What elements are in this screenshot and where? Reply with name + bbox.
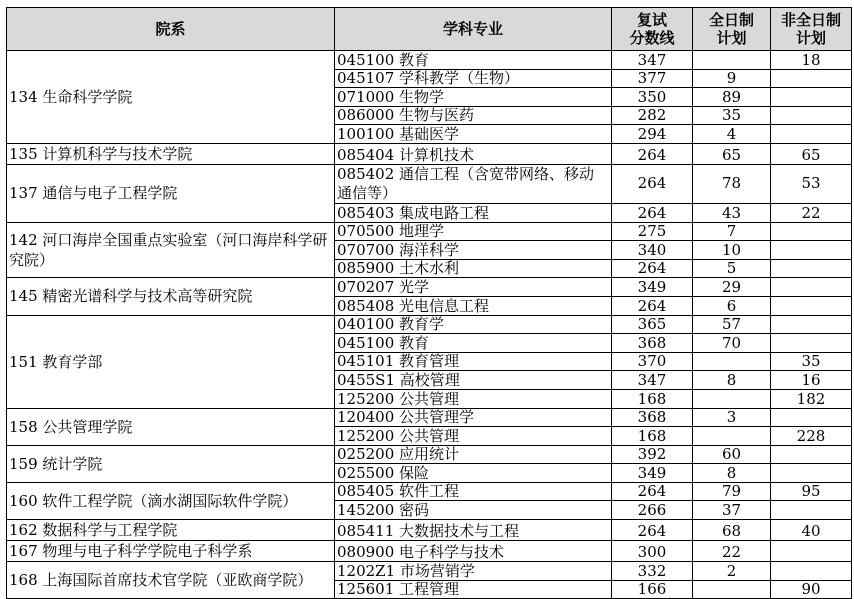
part-time-cell: 18 [771,51,852,70]
major-cell: 045101 教育管理 [335,352,612,371]
full-time-cell: 22 [693,541,771,562]
major-cell: 085405 软件工程 [335,482,612,501]
score-cell: 349 [612,278,693,297]
full-time-cell: 89 [693,88,771,107]
full-time-cell: 29 [693,278,771,297]
part-time-cell: 40 [771,520,852,541]
score-cell: 264 [612,296,693,315]
table-row [7,562,852,581]
score-cell: 350 [612,88,693,107]
major-cell: 0455S1 高校管理 [335,371,612,390]
score-cell: 332 [612,562,693,581]
part-time-cell: 182 [771,389,852,408]
part-time-cell [771,562,852,581]
full-time-cell: 2 [693,562,771,581]
score-cell: 349 [612,464,693,483]
major-cell: 120400 公共管理学 [335,408,612,427]
part-time-cell [771,222,852,241]
part-time-cell [771,501,852,520]
major-cell: 040100 教育学 [335,315,612,334]
table-row [7,143,852,164]
table-row [7,541,852,562]
table-row [7,408,852,427]
full-time-cell [693,427,771,446]
score-cell: 168 [612,389,693,408]
table-row [7,482,852,501]
table-row [7,445,852,464]
part-time-cell [771,125,852,144]
part-time-cell [771,278,852,297]
score-cell: 166 [612,580,693,599]
major-cell: 085403 集成电路工程 [335,203,612,222]
score-cell: 347 [612,371,693,390]
full-time-cell: 65 [693,143,771,164]
score-cell: 340 [612,241,693,260]
part-time-cell: 65 [771,143,852,164]
major-cell: 080900 电子科学与技术 [335,541,612,562]
part-time-cell: 16 [771,371,852,390]
full-time-cell: 60 [693,445,771,464]
table-body [7,51,852,599]
full-time-cell: 5 [693,259,771,278]
major-cell: 085411 大数据技术与工程 [335,520,612,541]
table-row [7,222,852,241]
part-time-cell: 35 [771,352,852,371]
full-time-cell: 6 [693,296,771,315]
table-row [7,51,852,70]
major-cell: 085404 计算机技术 [335,143,612,164]
part-time-cell [771,241,852,260]
score-cell: 168 [612,427,693,446]
part-time-cell [771,259,852,278]
full-time-cell: 3 [693,408,771,427]
part-time-cell [771,315,852,334]
part-time-cell [771,69,852,88]
full-time-cell: 78 [693,164,771,203]
major-cell: 070500 地理学 [335,222,612,241]
header-major: 学科专业 [335,8,612,51]
full-time-cell [693,389,771,408]
full-time-cell: 70 [693,334,771,353]
score-cell: 264 [612,203,693,222]
full-time-cell: 37 [693,501,771,520]
score-cell: 266 [612,501,693,520]
dept-cell: 168 上海国际首席技术官学院（亚欧商学院） [7,562,335,599]
part-time-cell: 95 [771,482,852,501]
dept-cell: 162 数据科学与工程学院 [7,520,335,541]
score-cell: 275 [612,222,693,241]
dept-cell: 134 生命科学学院 [7,51,335,144]
full-time-cell: 35 [693,106,771,125]
full-time-cell: 43 [693,203,771,222]
part-time-cell [771,88,852,107]
major-cell: 1202Z1 市场营销学 [335,562,612,581]
score-cell: 294 [612,125,693,144]
full-time-cell: 79 [693,482,771,501]
part-time-cell: 90 [771,580,852,599]
full-time-cell: 7 [693,222,771,241]
dept-cell: 160 软件工程学院（滴水湖国际软件学院） [7,482,335,519]
major-cell: 025500 保险 [335,464,612,483]
score-cell: 264 [612,520,693,541]
part-time-cell [771,464,852,483]
dept-cell: 137 通信与电子工程学院 [7,164,335,222]
part-time-cell: 228 [771,427,852,446]
score-cell: 300 [612,541,693,562]
score-cell: 264 [612,164,693,203]
major-cell: 045100 教育 [335,51,612,70]
major-cell: 100100 基础医学 [335,125,612,144]
dept-cell: 158 公共管理学院 [7,408,335,445]
table-row [7,278,852,297]
part-time-cell [771,408,852,427]
full-time-cell [693,580,771,599]
part-time-cell [771,296,852,315]
score-cell: 368 [612,334,693,353]
table-row [7,520,852,541]
full-time-cell [693,352,771,371]
full-time-cell: 4 [693,125,771,144]
score-cell: 377 [612,69,693,88]
score-cell: 368 [612,408,693,427]
major-cell: 145200 密码 [335,501,612,520]
table-row [7,315,852,334]
score-cell: 282 [612,106,693,125]
major-cell: 045100 教育 [335,334,612,353]
major-cell: 045107 学科教学（生物） [335,69,612,88]
major-cell: 085402 通信工程（含宽带网络、移动通信等） [335,164,612,203]
full-time-cell: 8 [693,464,771,483]
major-cell: 025200 应用统计 [335,445,612,464]
major-cell: 125200 公共管理 [335,389,612,408]
full-time-cell: 68 [693,520,771,541]
major-cell: 085408 光电信息工程 [335,296,612,315]
part-time-cell [771,541,852,562]
dept-cell: 159 统计学院 [7,445,335,482]
full-time-cell: 8 [693,371,771,390]
header-score: 复试 分数线 [612,8,693,51]
score-cell: 264 [612,143,693,164]
score-cell: 392 [612,445,693,464]
header-dept: 院系 [7,8,335,51]
part-time-cell: 53 [771,164,852,203]
major-cell: 125601 工程管理 [335,580,612,599]
admission-table [6,7,852,599]
dept-cell: 145 精密光谱科学与技术高等研究院 [7,278,335,315]
major-cell: 086000 生物与医药 [335,106,612,125]
part-time-cell [771,445,852,464]
part-time-cell [771,334,852,353]
table-row [7,164,852,203]
full-time-cell: 10 [693,241,771,260]
header-full: 全日制 计划 [693,8,771,51]
full-time-cell [693,51,771,70]
major-cell: 085900 土木水利 [335,259,612,278]
score-cell: 365 [612,315,693,334]
part-time-cell [771,106,852,125]
full-time-cell: 9 [693,69,771,88]
score-cell: 264 [612,482,693,501]
score-cell: 347 [612,51,693,70]
dept-cell: 142 河口海岸全国重点实验室（河口海岸科学研究院） [7,222,335,278]
full-time-cell: 57 [693,315,771,334]
dept-cell: 151 教育学部 [7,315,335,408]
dept-cell: 135 计算机科学与技术学院 [7,143,335,164]
dept-cell: 167 物理与电子科学学院电子科学系 [7,541,335,562]
part-time-cell: 22 [771,203,852,222]
major-cell: 070207 光学 [335,278,612,297]
major-cell: 125200 公共管理 [335,427,612,446]
score-cell: 264 [612,259,693,278]
header-row [7,8,852,51]
major-cell: 071000 生物学 [335,88,612,107]
header-part: 非全日制 计划 [771,8,852,51]
major-cell: 070700 海洋科学 [335,241,612,260]
score-cell: 370 [612,352,693,371]
